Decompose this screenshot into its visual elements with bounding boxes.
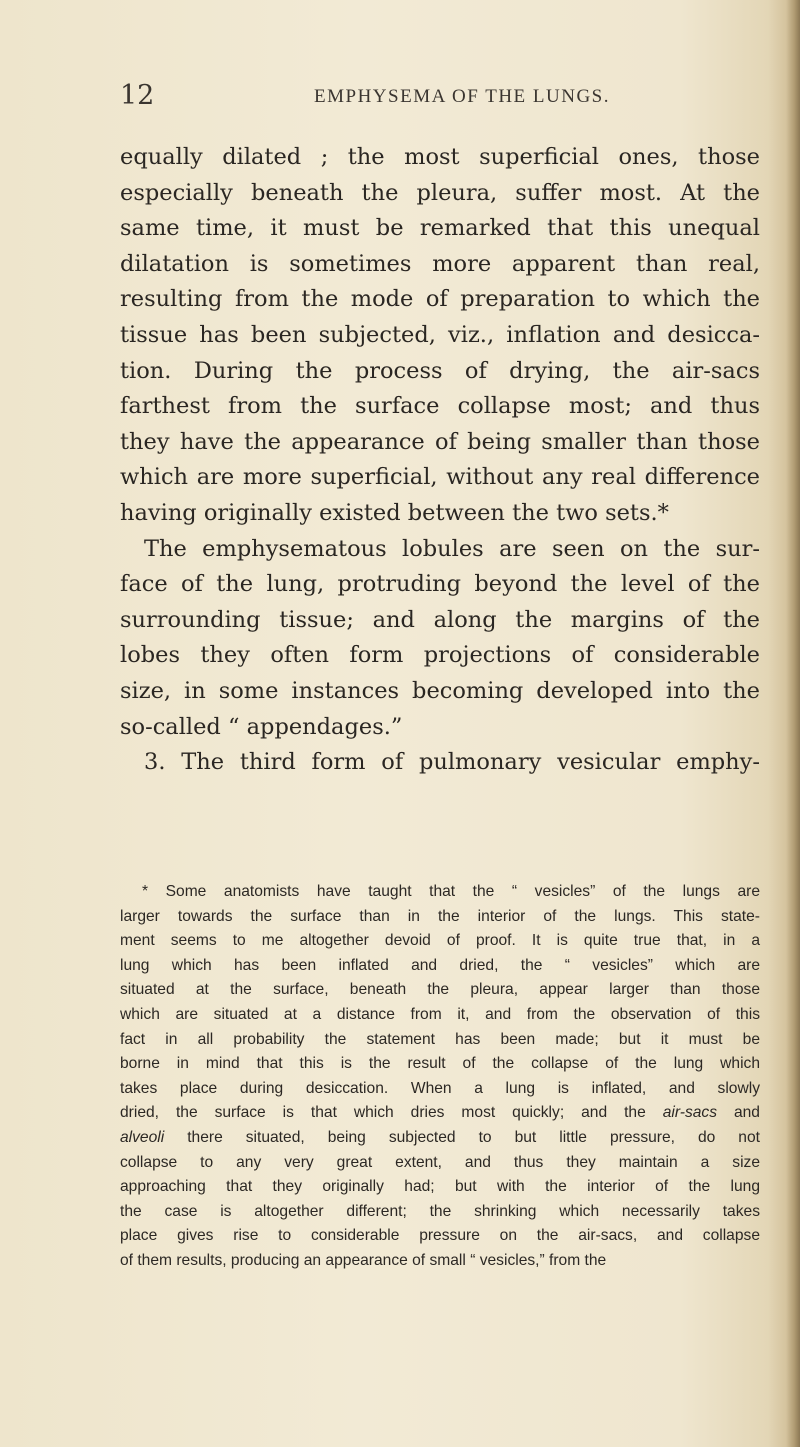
running-head: EMPHYSEMA OF THE LUNGS. <box>314 86 610 107</box>
text-line: lobes they often form projections of considerable <box>120 642 760 669</box>
footnote-line: approaching that they originally had; but with the interior of the lung <box>120 1178 760 1196</box>
footnote-line: the case is altogether different; the shrinking which necessarily takes <box>120 1202 760 1220</box>
text-line: same time, it must be remarked that this unequal <box>120 215 760 242</box>
footnote-line: takes place during desiccation. When a lung is inflated, and slowly <box>120 1079 760 1097</box>
footnote-line: which are situated at a distance from it, and from the observation of this <box>120 1005 760 1023</box>
footnote-text-segment: dried, the surface is that which dries most quickly; and the <box>120 1104 663 1122</box>
text-line: they have the appearance of being smaller than those <box>120 428 760 455</box>
footnote-line: larger towards the surface than in the interior of the lungs. This state- <box>120 907 760 925</box>
footnote-line: fact in all probability the statement has been made; but it must be <box>120 1030 760 1048</box>
text-line: tissue has been subjected, viz., inflation and desicca- <box>120 321 760 348</box>
text-line: face of the lung, protruding beyond the level of the <box>120 571 760 598</box>
text-line: The emphysematous lobules are seen on the sur- <box>144 535 760 562</box>
footnote <box>120 880 760 1274</box>
text-line: size, in some instances becoming developed into the <box>120 677 760 704</box>
footnote-line: collapse to any very great extent, and thus they maintain a size <box>120 1153 760 1171</box>
footnote-line <box>120 1126 760 1151</box>
text-line: so-called “ appendages.” <box>120 713 403 740</box>
footnote-line: ment seems to me altogether devoid of proof. It is quite true that, in a <box>120 932 760 950</box>
main-text <box>120 140 760 781</box>
italic-term: alveoli <box>120 1128 165 1146</box>
text-line: especially beneath the pleura, suffer most. At the <box>120 179 760 206</box>
page-number: 12 <box>120 80 155 111</box>
footnote-line: of them results, producing an appearance of small “ vesicles,” from the <box>120 1251 607 1269</box>
footnote-line: * Some anatomists have taught that the “ vesicles” of the lungs are <box>142 883 760 900</box>
text-line: farthest from the surface collapse most; and thus <box>120 393 760 420</box>
page-header <box>120 80 780 120</box>
text-line: 3. The third form of pulmonary vesicular emphy- <box>144 749 760 776</box>
text-line: which are more superficial, without any real difference <box>120 464 760 491</box>
text-line: having originally existed between the two sets.* <box>120 499 669 526</box>
footnote-text-segment: there situated, being subjected to but little pressure, do not <box>164 1128 760 1146</box>
text-line: tion. During the process of drying, the air-sacs <box>120 357 760 384</box>
italic-term: air-sacs <box>662 1104 718 1122</box>
footnote-line: borne in mind that this is the result of the collapse of the lung which <box>120 1055 760 1073</box>
page-edge-shadow <box>786 0 800 1447</box>
footnote-line: lung which has been inflated and dried, the “ vesicles” which are <box>120 956 760 974</box>
footnote-line: place gives rise to considerable pressure on the air-sacs, and collapse <box>120 1227 760 1245</box>
text-line: equally dilated ; the most superficial ones, those <box>120 144 760 170</box>
text-line: resulting from the mode of preparation to which the <box>120 286 760 313</box>
text-line: dilatation is sometimes more apparent than real, <box>120 250 760 277</box>
text-line: surrounding tissue; and along the margins of the <box>120 606 760 633</box>
footnote-line: situated at the surface, beneath the pleura, appear larger than those <box>120 981 760 999</box>
footnote-text-segment: and <box>717 1104 760 1122</box>
footnote-line <box>120 1101 760 1126</box>
